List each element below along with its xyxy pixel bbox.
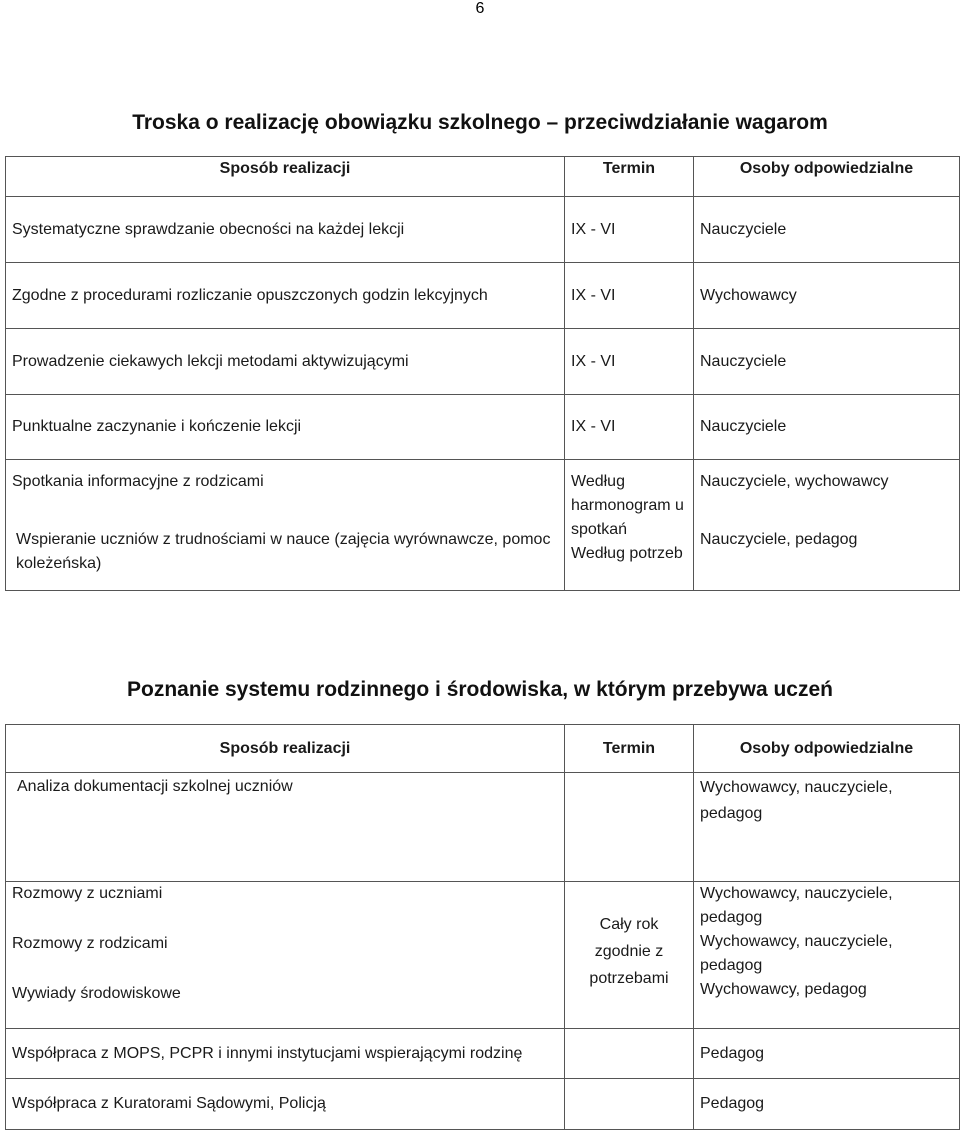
support-responsible: Nauczyciele, pedagog bbox=[700, 531, 858, 548]
row-method: Analiza dokumentacji szkolnej uczniów bbox=[17, 778, 293, 795]
header-responsible: Osoby odpowiedzialne bbox=[694, 157, 960, 197]
table-row bbox=[6, 197, 960, 263]
section-title-family: Poznanie systemu rodzinnego i środowiska, w którym przebywa uczeń bbox=[126, 678, 833, 701]
table-row bbox=[6, 773, 960, 882]
row-responsible: Nauczyciele bbox=[700, 352, 787, 370]
family-table bbox=[5, 724, 960, 1130]
table-row bbox=[6, 1029, 960, 1079]
talks-parents-method: Rozmowy z rodzicami bbox=[12, 935, 168, 952]
table-row-group bbox=[6, 882, 960, 1029]
truancy-table bbox=[5, 156, 960, 591]
community-interviews-method: Wywiady środowiskowe bbox=[12, 985, 181, 1002]
table-header-row bbox=[6, 725, 960, 773]
page-number: 6 bbox=[475, 0, 485, 17]
row-method: Współpraca z MOPS, PCPR i innymi instytucjami wspierającymi rodzinę bbox=[12, 1044, 523, 1062]
row-responsible: Pedagog bbox=[700, 1044, 765, 1062]
meeting-parents-method: Spotkania informacyjne z rodzicami bbox=[12, 473, 264, 490]
meeting-responsible: Nauczyciele, wychowawcy bbox=[700, 473, 889, 490]
section-title-truancy: Troska o realizację obowiązku szkolnego – przeciwdziałanie wagarom bbox=[132, 111, 828, 134]
row-responsible: Nauczyciele bbox=[700, 220, 787, 238]
table-row bbox=[6, 263, 960, 329]
header-method: Sposób realizacji bbox=[6, 725, 565, 773]
talks-parents-responsible: Wychowawcy, nauczyciele, pedagog bbox=[700, 933, 893, 974]
row-term: IX - VI bbox=[571, 286, 616, 304]
header-term: Termin bbox=[565, 725, 694, 773]
table-row bbox=[6, 329, 960, 395]
row-responsible: Wychowawcy bbox=[700, 286, 797, 304]
table-row bbox=[6, 395, 960, 460]
header-term: Termin bbox=[565, 157, 694, 197]
row-method: Współpraca z Kuratorami Sądowymi, Policją bbox=[12, 1095, 326, 1112]
row-method: Systematyczne sprawdzanie obecności na każdej lekcji bbox=[12, 220, 405, 238]
row-responsible: Nauczyciele bbox=[700, 418, 787, 435]
table-header-row bbox=[6, 157, 960, 197]
all-year-term: Cały rok zgodnie z potrzebami bbox=[589, 915, 669, 987]
row-method: Punktualne zaczynanie i kończenie lekcji bbox=[12, 418, 302, 435]
table-row bbox=[6, 1079, 960, 1130]
talks-students-responsible: Wychowawcy, nauczyciele, pedagog bbox=[700, 885, 893, 926]
header-method: Sposób realizacji bbox=[6, 157, 565, 197]
row-term: IX - VI bbox=[571, 418, 616, 435]
header-responsible: Osoby odpowiedzialne bbox=[694, 725, 960, 773]
row-method: Prowadzenie ciekawych lekcji metodami aktywizującymi bbox=[12, 352, 409, 370]
row-method: Zgodne z procedurami rozliczanie opuszczonych godzin lekcyjnych bbox=[12, 286, 488, 304]
support-students-method: Wspieranie uczniów z trudnościami w nauce (zajęcia wyrównawcze, pomoc koleżeńska) bbox=[16, 531, 551, 572]
community-interviews-responsible: Wychowawcy, pedagog bbox=[700, 981, 867, 998]
row-responsible: Wychowawcy, nauczyciele, pedagog bbox=[700, 779, 893, 822]
needs-based-term: Według potrzeb bbox=[571, 545, 683, 562]
meeting-schedule-term: Według harmonogram u spotkań bbox=[571, 473, 684, 538]
row-term: IX - VI bbox=[571, 352, 616, 370]
row-responsible: Pedagog bbox=[700, 1095, 765, 1112]
row-term: IX - VI bbox=[571, 220, 616, 238]
table-row-combined bbox=[6, 460, 960, 591]
talks-students-method: Rozmowy z uczniami bbox=[12, 885, 163, 902]
